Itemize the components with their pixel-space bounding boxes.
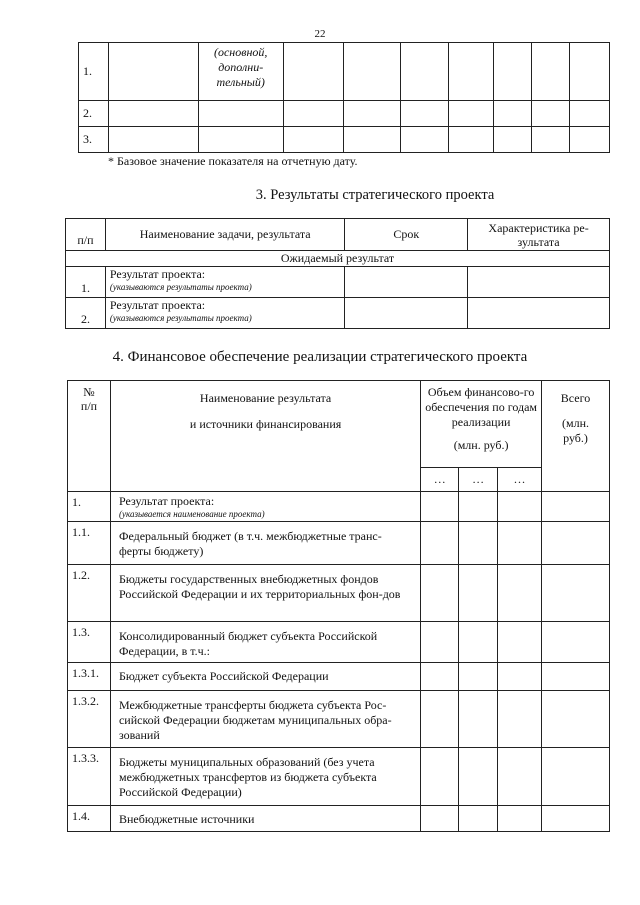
header-total-text: Всего (560, 391, 591, 405)
row-number-cell (68, 691, 111, 748)
header-name-line1: Наименование результата (199, 391, 332, 405)
row-number-cell (79, 101, 109, 127)
deadline-cell (345, 267, 468, 298)
total-cell (542, 748, 610, 806)
row-number: 1.3.1. (72, 666, 99, 680)
value-cell (421, 806, 459, 832)
total-cell (542, 622, 610, 663)
header-volume (421, 381, 542, 468)
indicator-type-cell (198, 43, 283, 101)
table-cell (494, 127, 532, 153)
value-cell (498, 691, 542, 748)
total-cell (542, 663, 610, 691)
row-number-cell (68, 748, 111, 806)
value-cell (459, 748, 498, 806)
value-cell (459, 522, 498, 565)
value-cell (421, 522, 459, 565)
value-cell (498, 806, 542, 832)
row-text-cell (110, 806, 420, 832)
value-cell (421, 622, 459, 663)
row-number: 1.3.3. (72, 751, 99, 765)
value-cell (459, 492, 498, 522)
row-number-cell (66, 298, 106, 329)
year-header-cell (498, 468, 542, 492)
table-cell (343, 43, 401, 101)
row-text: Консолидированный бюджет субъекта Российской Федерации, в т.ч.: (118, 629, 378, 658)
expected-result-label: Ожидаемый результат (280, 251, 395, 265)
row-number-cell (79, 43, 109, 101)
value-cell (459, 663, 498, 691)
row-number-cell (68, 522, 111, 565)
table-cell (401, 127, 449, 153)
table-cell (283, 127, 343, 153)
row-number-cell (68, 565, 111, 622)
table-cell (449, 43, 494, 101)
table-cell (449, 101, 494, 127)
table-cell (343, 127, 401, 153)
row-text: Бюджеты муниципальных образований (без учета межбюджетных трансфертов из бюджета субъекта Российской Федерации) (118, 755, 377, 799)
header-name (110, 381, 420, 492)
total-cell (542, 492, 610, 522)
row-number: 1.1. (72, 525, 90, 539)
expected-result-row (66, 251, 610, 267)
value-cell (421, 492, 459, 522)
row-text: Результат проекта: (118, 494, 215, 508)
table-cell (494, 101, 532, 127)
result-label: Результат проекта: (109, 298, 206, 312)
row-number: 1. (80, 281, 90, 295)
header-num-text: № п/п (80, 385, 98, 413)
total-cell (542, 691, 610, 748)
table-cell (401, 101, 449, 127)
row-number: 1. (72, 495, 81, 509)
total-cell (542, 565, 610, 622)
year-header-cell (421, 468, 459, 492)
table-cell (108, 101, 198, 127)
header-total (542, 381, 610, 492)
year-placeholder: … (433, 472, 446, 486)
value-cell (421, 663, 459, 691)
table-cell (401, 43, 449, 101)
value-cell (498, 565, 542, 622)
year-header-cell (459, 468, 498, 492)
value-cell (498, 663, 542, 691)
row-number-cell (66, 267, 106, 298)
value-cell (459, 806, 498, 832)
row-number: 1.4. (72, 809, 90, 823)
results-table (65, 218, 610, 329)
row-text: Бюджет субъекта Российской Федерации (118, 669, 329, 683)
table-cell (108, 127, 198, 153)
header-num (66, 219, 106, 251)
header-num-text: п/п (77, 233, 94, 247)
characteristic-cell (468, 298, 610, 329)
header-num (68, 381, 111, 492)
value-cell (498, 622, 542, 663)
section4-title: 4. Финансовое обеспечение реализации стратегического проекта (112, 349, 528, 365)
row-number: 1.3.2. (72, 694, 99, 708)
row-number: 1.2. (72, 568, 90, 582)
value-cell (421, 748, 459, 806)
header-volume-text: Объем финансово-го обеспечения по годам реализации (425, 385, 538, 429)
row-text-cell (110, 522, 420, 565)
total-cell (542, 806, 610, 832)
header-deadline (345, 219, 468, 251)
table-cell (494, 43, 532, 101)
table-cell (569, 101, 609, 127)
table-cell (198, 101, 283, 127)
table-cell (449, 127, 494, 153)
header-deadline-text: Срок (393, 227, 420, 241)
value-cell (459, 622, 498, 663)
row-number: 3. (83, 132, 92, 146)
row-text-cell (110, 565, 420, 622)
financing-table (67, 380, 610, 832)
value-cell (421, 565, 459, 622)
row-number-cell (68, 492, 111, 522)
header-characteristic-text: Характеристика ре-зультата (488, 220, 589, 249)
value-cell (498, 522, 542, 565)
header-name-line2: и источники финансирования (189, 417, 342, 431)
indicators-table-continuation (78, 42, 610, 153)
row-number-cell (68, 622, 111, 663)
row-text: Федеральный бюджет (в т.ч. межбюджетные транс-ферты бюджету) (118, 529, 382, 558)
row-text-cell (110, 691, 420, 748)
value-cell (459, 565, 498, 622)
row-number-cell (68, 663, 111, 691)
table-cell (532, 127, 570, 153)
deadline-cell (345, 298, 468, 329)
value-cell (498, 492, 542, 522)
characteristic-cell (468, 267, 610, 298)
section3-title: 3. Результаты стратегического проекта (255, 187, 495, 203)
footnote: * Базовое значение показателя на отчетную дату. (108, 154, 358, 168)
table-cell (108, 43, 198, 101)
page-number: 22 (314, 28, 326, 40)
row-text-cell (110, 748, 420, 806)
result-hint: (указываются результаты проекта) (109, 282, 252, 292)
row-text-cell (110, 492, 420, 522)
year-placeholder: … (513, 472, 526, 486)
row-number: 1.3. (72, 625, 90, 639)
header-total-unit: (млн. руб.) (562, 416, 589, 445)
header-characteristic (468, 219, 610, 251)
table-cell (569, 43, 609, 101)
table-cell (343, 101, 401, 127)
indicator-type-line: (основной, (213, 45, 268, 59)
table-cell (283, 43, 343, 101)
table-cell (569, 127, 609, 153)
table-cell (532, 43, 570, 101)
result-hint: (указываются результаты проекта) (109, 313, 252, 323)
row-number: 2. (83, 106, 92, 120)
indicator-type-line: дополни- (218, 60, 264, 74)
result-name-cell (105, 267, 345, 298)
row-text: Межбюджетные трансферты бюджета субъекта Рос-сийской Федерации бюджетам муниципальных обра-зований (118, 698, 392, 742)
row-text: Бюджеты государственных внебюджетных фондов Российской Федерации и их территориальных фон-дов (118, 572, 401, 601)
value-cell (498, 748, 542, 806)
row-number: 2. (80, 312, 90, 326)
row-text: Внебюджетные источники (118, 812, 255, 826)
table-cell (283, 101, 343, 127)
row-number: 1. (83, 64, 92, 78)
row-number-cell (79, 127, 109, 153)
year-placeholder: … (472, 472, 485, 486)
value-cell (459, 691, 498, 748)
indicator-type-line: тельный) (216, 75, 265, 89)
value-cell (421, 691, 459, 748)
result-name-cell (105, 298, 345, 329)
header-volume-unit: (млн. руб.) (453, 438, 509, 452)
total-cell (542, 522, 610, 565)
result-label: Результат проекта: (109, 267, 206, 281)
header-name (105, 219, 345, 251)
row-hint: (указывается наименование проекта) (118, 509, 265, 519)
table-cell (532, 101, 570, 127)
row-text-cell (110, 663, 420, 691)
header-name-text: Наименование задачи, результата (139, 227, 311, 241)
table-cell (198, 127, 283, 153)
row-text-cell (110, 622, 420, 663)
row-number-cell (68, 806, 111, 832)
